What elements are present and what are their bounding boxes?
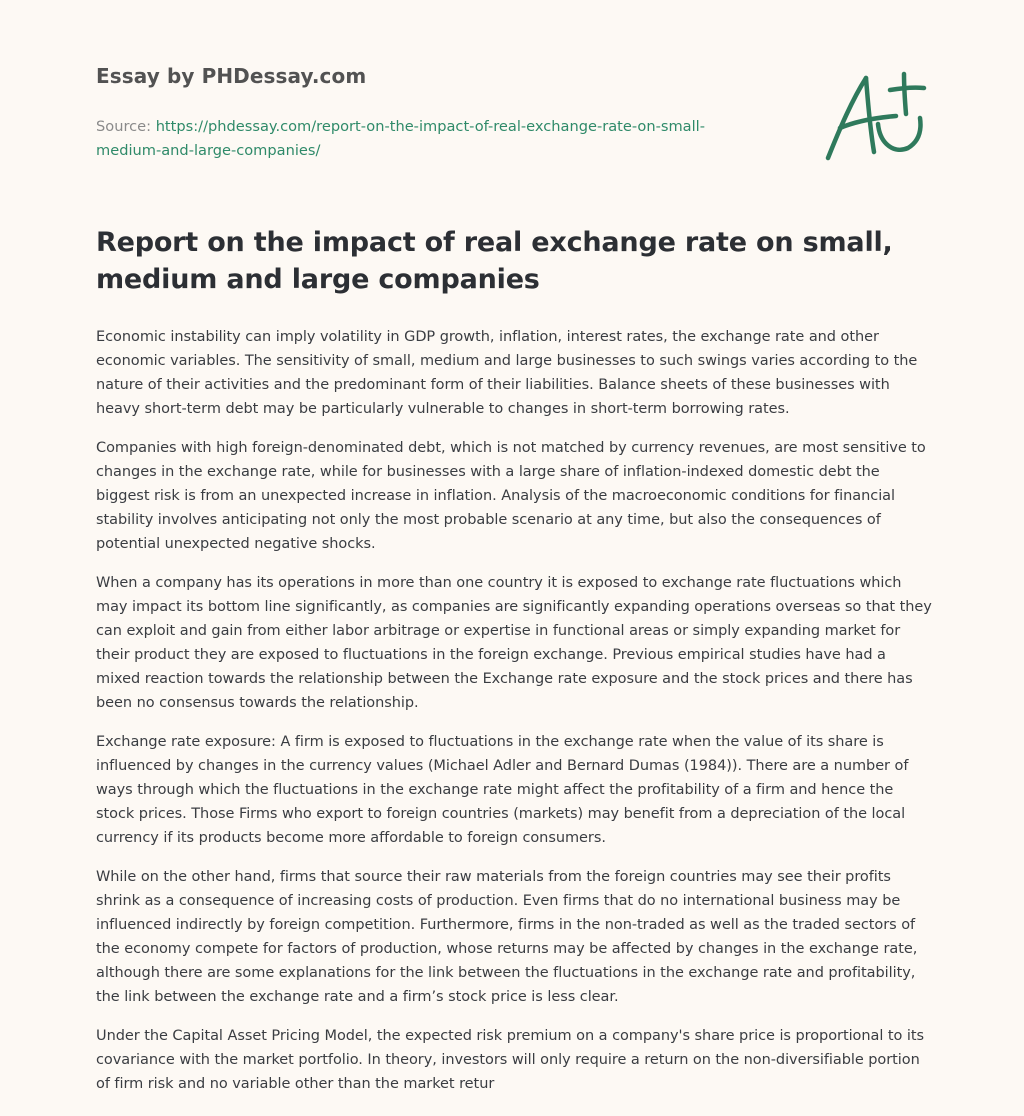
source-link[interactable] [96,118,705,159]
source-line [96,115,736,162]
essay-paragraph: Under the Capital Asset Pricing Model, the expected risk premium on a company's share price is proportional to its covariance with the market portfolio. In theory, investors will only require a return on the non-diversifiable portion of firm risk and no variable other than the market retur [96,1028,925,1092]
essay-paragraph: Economic instability can imply volatility in GDP growth, inflation, interest rates, the exchange rate and other economic variables. The sensitivity of small, medium and large businesses to such swings varies according to the nature of their activities and the predominant form of their liabilities. Balance sheets of these businesses with heavy short-term debt may be particularly vulnerable to changes in short-term borrowing rates. [96,329,918,417]
essay-title: Report on the impact of real exchange rate on small, medium and large companies [96,227,893,295]
essay-paragraph: While on the other hand, firms that source their raw materials from the foreign countries may see their profits shrink as a consequence of increasing costs of production. Even firms that do no international business may be influenced indirectly by foreign competition. Furthermore, firms in the non-traded as well as the traded sectors of the economy compete for factors of production, whose returns may be affected by changes in the exchange rate, although there are some explanations for the link between the fluctuations in the exchange rate and profitability, the link between the exchange rate and a firm’s stock price is less clear. [96,869,918,1005]
a-plus-logo-icon [818,66,928,166]
source-link-line2: medium-and-large-companies/ [96,141,321,159]
essay-paragraph: Exchange rate exposure: A firm is exposed to fluctuations in the exchange rate when the value of its share is influenced by changes in the currency values (Michael Adler and Bernard Dumas (1984)). There are a number of ways through which the fluctuations in the exchange rate might affect the profitability of a firm and hence the stock prices. Those Firms who export to foreign countries (markets) may benefit from a depreciation of the local currency if its products become more affordable to foreign consumers. [96,734,909,846]
source-label: Source: [96,118,156,135]
source-link-line1: https://phdessay.com/report-on-the-impact-of-real-exchange-rate-on-small- [155,118,706,135]
page-header [96,64,746,162]
essay-paragraph: Companies with high foreign-denominated debt, which is not matched by currency revenues, are most sensitive to changes in the exchange rate, while for businesses with a large share of inflation-indexed domestic debt the biggest risk is from an unexpected increase in inflation. Analysis of the macroeconomic conditions for financial stability involves anticipating not only the most probable scenario at any time, but also the consequences of potential unexpected negative shocks. [96,440,926,552]
essay-paragraph: When a company has its operations in more than one country it is exposed to exchange rate fluctuations which may impact its bottom line significantly, as companies are significantly expanding operations overseas so that they can exploit and gain from either labor arbitrage or expertise in functional areas or simply expanding market for their product they are exposed to fluctuations in the foreign exchange. Previous empirical studies have had a mixed reaction towards the relationship between the Exchange rate exposure and the stock prices and there has been no consensus towards the relationship. [96,575,932,711]
site-title: Essay by PHDessay.com [96,64,367,88]
essay-body [96,325,932,1111]
